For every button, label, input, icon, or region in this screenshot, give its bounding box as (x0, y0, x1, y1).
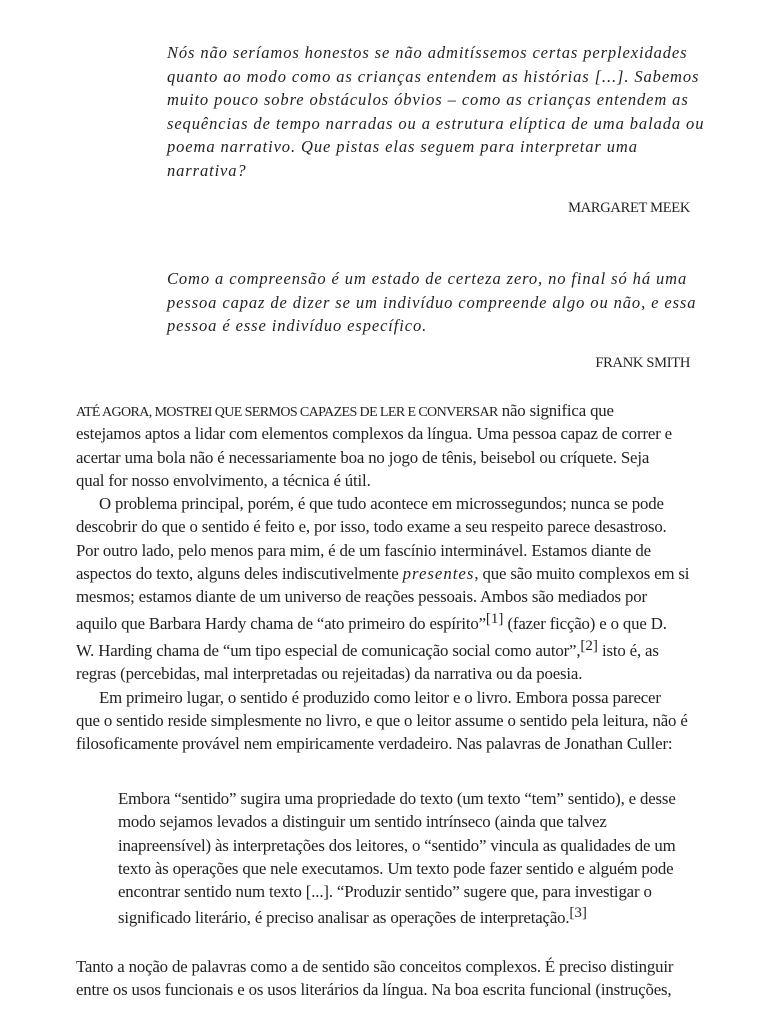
text-run: , que são muito complexos em si (474, 564, 690, 584)
emphasis: presentes (402, 564, 475, 584)
text-run: aquilo que Barbara Hardy chama de “ato primeiro do espírito” (76, 614, 486, 634)
text-run: isto é, as (601, 641, 659, 661)
text-run: significado literário, é preciso analisar as operações de interpretação. (118, 908, 570, 928)
opening-small-caps: ATÉ AGORA, MOSTREI QUE SERMOS CAPAZES DE LER E CONVERSAR (76, 405, 498, 420)
epigraph-2 (167, 267, 707, 338)
paragraph-4 (76, 955, 716, 1002)
body-line: O problema principal, porém, é que tudo acontece em microssegundos; nunca se pode (99, 494, 664, 514)
epigraph-line: pessoa capaz de dizer se um indivíduo compreende algo ou não, e essa (167, 292, 697, 312)
body-line: Em primeiro lugar, o sentido é produzido como leitor e o livro. Embora possa parecer (99, 687, 661, 707)
body-line: filosoficamente provável nem empiricamente verdadeiro. Nas palavras de Jonathan Culler: (76, 734, 673, 754)
text-run: aspectos do texto, alguns deles indiscutivelmente (76, 564, 399, 584)
body-line (76, 609, 706, 636)
footnote-ref-3[interactable]: [3] (569, 905, 587, 922)
epigraph-line: Nós não seríamos honestos se não admitíssemos certas perplexidades (167, 43, 688, 62)
quote-line: texto às operações que nele executamos. Um texto pode fazer sentido e alguém pode (118, 858, 674, 878)
quote-line: encontrar sentido num texto [...]. “Produzir sentido” sugere que, para investigar o (118, 882, 652, 902)
text-run: (fazer ficção) e o que D. (507, 614, 667, 634)
body-line: entre os usos funcionais e os usos literários da língua. Na boa escrita funcional (instruções, (76, 980, 672, 1000)
body-line (76, 562, 706, 585)
body-line: regras (percebidas, mal interpretadas ou rejeitadas) da narrativa ou da poesia. (76, 664, 583, 684)
paragraph-2 (76, 492, 706, 686)
body-line (76, 636, 706, 663)
body-line: Por outro lado, pelo menos para mim, é de um fascínio interminável. Estamos diante de (76, 540, 651, 560)
epigraph-line: poema narrativo. Que pistas elas seguem para interpretar uma (167, 137, 638, 157)
body-line (76, 399, 706, 422)
epigraph-line: sequências de tempo narradas ou a estrutura elíptica de uma balada ou (167, 113, 705, 133)
paragraph-3 (76, 686, 706, 756)
quote-line: Embora “sentido” sugira uma propriedade do texto (um texto “tem” sentido), e desse (118, 789, 676, 808)
body-text (76, 399, 706, 756)
body-line: estejamos aptos a lidar com elementos complexos da língua. Uma pessoa capaz de correr e (76, 424, 672, 444)
epigraph-1 (167, 41, 707, 183)
quote-line (118, 903, 718, 929)
body-line: qual for nosso envolvimento, a técnica é útil. (76, 470, 371, 490)
body-line: mesmos; estamos diante de um universo de reações pessoais. Ambos são mediados por (76, 587, 647, 607)
body-line: acertar uma bola não é necessariamente boa no jogo de tênis, beisebol ou críquete. Seja (76, 447, 650, 467)
quote-line: inapreensível) às interpretações dos leitores, o “sentido” vincula as qualidades de um (118, 835, 676, 855)
block-quote (118, 787, 718, 930)
body-line: que o sentido reside simplesmente no livro, e que o leitor assume o sentido pela leitura, não é (76, 711, 688, 731)
epigraph-1-author: MARGARET MEEK (568, 200, 690, 216)
body-line: Tanto a noção de palavras como a de sentido são conceitos complexos. É preciso distinguir (76, 957, 674, 976)
quote-line: modo sejamos levados a distinguir um sentido intrínseco (ainda que talvez (118, 812, 607, 832)
epigraph-line: narrativa? (167, 160, 247, 180)
footnote-ref-2[interactable]: [2] (580, 638, 598, 655)
epigraph-2-author: FRANK SMITH (595, 355, 690, 371)
text-run: W. Harding chama de “um tipo especial de comunicação social como autor”, (76, 641, 581, 661)
epigraph-line: pessoa é esse indivíduo específico. (167, 316, 428, 336)
footnote-ref-1[interactable]: [1] (485, 611, 504, 628)
epigraph-line: Como a compreensão é um estado de certeza zero, no final só há uma (167, 269, 688, 288)
epigraph-line: quanto ao modo como as crianças entendem as histórias [...]. Sabemos (167, 66, 700, 86)
text-run: não significa que (501, 401, 614, 420)
epigraph-line: muito pouco sobre obstáculos óbvios – como as crianças entendem as (167, 90, 689, 110)
paragraph-1 (76, 399, 706, 492)
body-line: descobrir do que o sentido é feito e, por isso, todo exame a seu respeito parece desastroso. (76, 517, 667, 537)
